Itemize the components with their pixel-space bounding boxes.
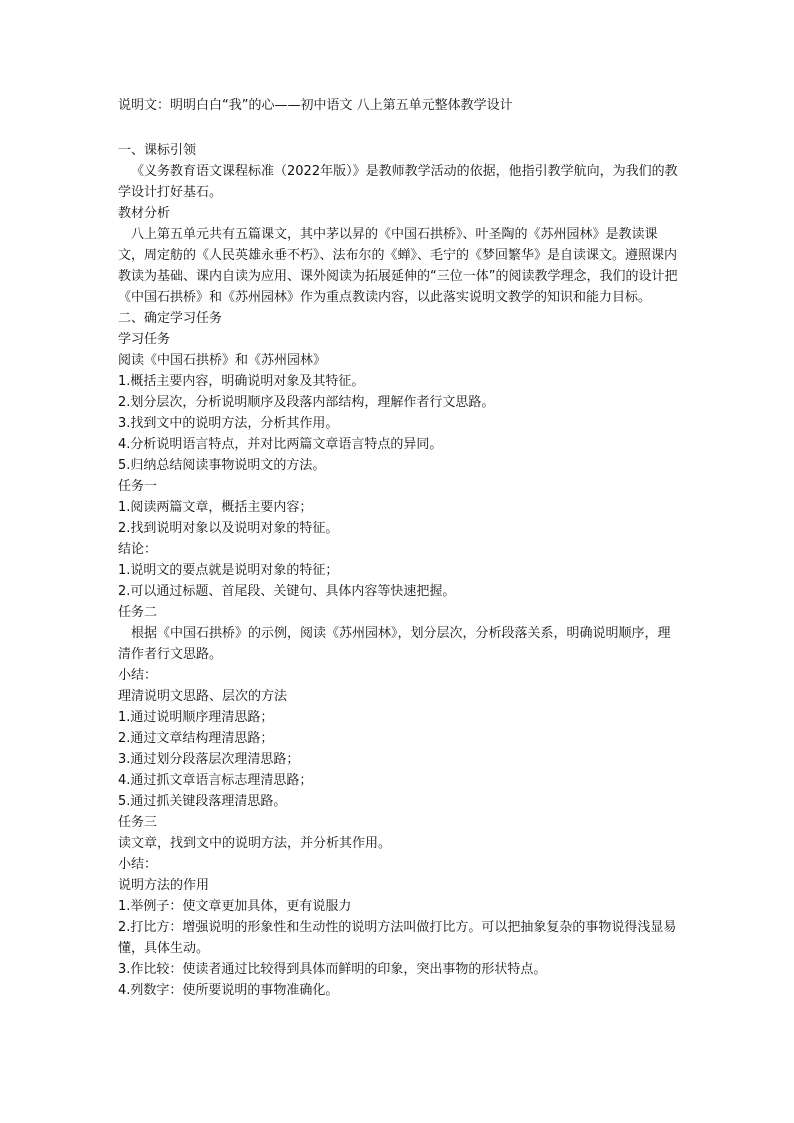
paragraph: 一、课标引领	[118, 143, 197, 158]
paragraph: 2.找到说明对象以及说明对象的特征。	[118, 521, 339, 536]
paragraph: 小结：	[118, 668, 158, 683]
document-page	[118, 96, 678, 1001]
paragraph: 2.打比方：增强说明的形象性和生动性的说明方法叫做打比方。可以把抽象复杂的事物说得浅显易懂，具体生动。	[118, 920, 677, 956]
paragraph: 3.找到文中的说明方法，分析其作用。	[118, 416, 339, 431]
paragraph: 4.列数字：使所要说明的事物准确化。	[118, 983, 339, 998]
paragraph: 任务三	[118, 815, 158, 830]
paragraph: 4.通过抓文章语言标志理清思路；	[118, 773, 313, 788]
document-title: 说明文：明明白白“我”的心——初中语文 八上第五单元整体教学设计	[118, 98, 513, 113]
paragraph: 1.概括主要内容，明确说明对象及其特征。	[118, 374, 365, 389]
paragraph: 教材分析	[118, 206, 171, 221]
paragraph: 读文章，找到文中的说明方法，并分析其作用。	[118, 836, 392, 851]
paragraph: 1.阅读两篇文章，概括主要内容；	[118, 500, 313, 515]
paragraph: 理清说明文思路、层次的方法	[118, 689, 288, 704]
paragraph: 5.通过抓关键段落理清思路。	[118, 794, 287, 809]
paragraph: 学习任务	[118, 332, 171, 347]
paragraph: 任务一	[118, 479, 158, 494]
paragraph: 4.分析说明语言特点，并对比两篇文章语言特点的异同。	[118, 437, 443, 452]
paragraph: 2.通过文章结构理清思路；	[118, 731, 274, 746]
paragraph: 《义务教育语文课程标准（2022年版）》是教师教学活动的依据，他指引教学航向，为我们的教学设计打好基石。	[118, 164, 678, 200]
paragraph: 1.说明文的要点就是说明对象的特征；	[118, 563, 339, 578]
document-body	[118, 140, 678, 1001]
paragraph: 八上第五单元共有五篇课文，其中茅以昇的《中国石拱桥》、叶圣陶的《苏州园林》是教读课文，周定舫的《人民英雄永垂不朽》、法布尔的《蝉》、毛宁的《梦回繁华》是自读课文。遵照课内教读为基础、课内自读为应用、课外阅读为拓展延伸的“三位一体”的阅读教学理念，我们的设计把《中国石拱桥》和《苏州园林》作为重点教读内容，以此落实说明文教学的知识和能力目标。	[118, 227, 678, 305]
paragraph: 任务二	[118, 605, 158, 620]
paragraph: 小结：	[118, 857, 158, 872]
paragraph: 二、确定学习任务	[118, 311, 223, 326]
paragraph: 结论：	[118, 542, 158, 557]
paragraph: 阅读《中国石拱桥》和《苏州园林》	[118, 353, 327, 368]
paragraph: 2.划分层次，分析说明顺序及段落内部结构，理解作者行文思路。	[118, 395, 495, 410]
paragraph: 说明方法的作用	[118, 878, 210, 893]
paragraph: 5.归纳总结阅读事物说明文的方法。	[118, 458, 326, 473]
paragraph: 2.可以通过标题、首尾段、关键句、具体内容等快速把握。	[118, 584, 456, 599]
paragraph: 1.举例子：使文章更加具体，更有说服力	[118, 899, 352, 914]
paragraph: 1.通过说明顺序理清思路；	[118, 710, 274, 725]
paragraph: 根据《中国石拱桥》的示例，阅读《苏州园林》，划分层次，分析段落关系，明确说明顺序，理清作者行文思路。	[118, 626, 671, 662]
paragraph: 3.通过划分段落层次理清思路；	[118, 752, 300, 767]
paragraph: 3.作比较：使读者通过比较得到具体而鲜明的印象，突出事物的形状特点。	[118, 962, 547, 977]
